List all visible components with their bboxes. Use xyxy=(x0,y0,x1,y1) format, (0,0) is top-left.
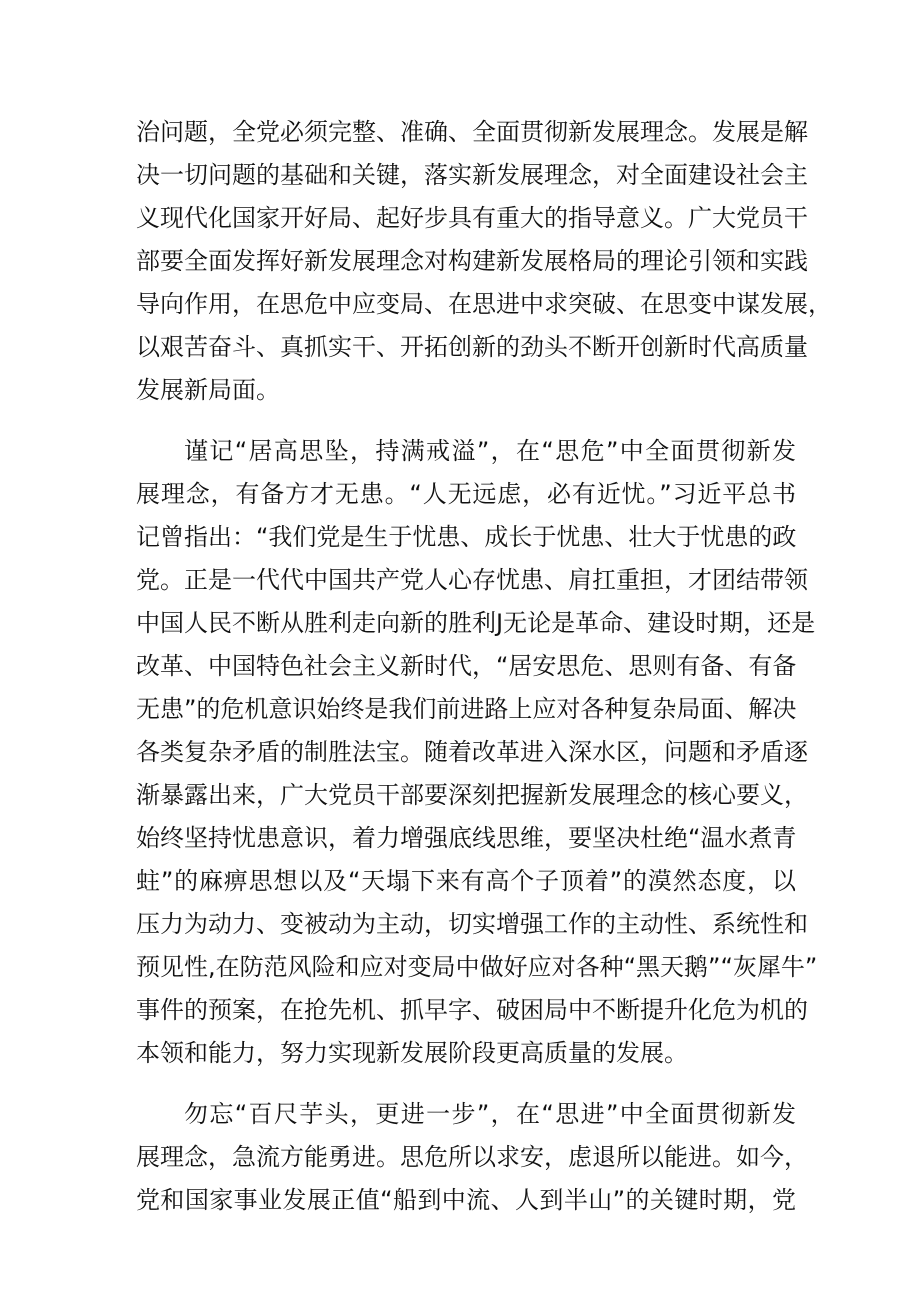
text-line: 勿忘“百尺芋头，更进一步”，在“思进”中全面贯彻新发 xyxy=(184,1100,796,1128)
text-line: 本领和能力，努力实现新发展阶段更高质量的发展。 xyxy=(136,1039,688,1067)
text-line: 渐暴露出来，广大党员干部要深刻把握新发展理念的核心要义， xyxy=(136,781,808,809)
text-line: 各类复杂矛盾的制胜法宝。随着改革进入深水区，问题和矛盾逐 xyxy=(136,738,808,766)
paragraph-3 xyxy=(136,1093,808,1222)
paragraph-2 xyxy=(136,430,818,1075)
document-body xyxy=(136,111,832,1222)
text-line: 治问题，全党必须完整、准确、全面贯彻新发展理念。发展是解 xyxy=(136,118,808,146)
text-line: 部要全面发挥好新发展理念对构建新发展格局的理论引领和实践 xyxy=(136,247,808,275)
text-line: 事件的预案，在抢先机、抓早字、破困局中不断提升化危为机的 xyxy=(136,996,808,1024)
text-line: 以艰苦奋斗、真抓实干、开拓创新的劲头不断开创新时代高质量 xyxy=(136,333,808,361)
text-line: 压力为动力、变被动为主动，切实增强工作的主动性、系统性和 xyxy=(136,910,808,938)
text-line: 蛀”的麻痹思想以及“天塌下来有高个子顶着”的漠然态度，以 xyxy=(136,867,796,895)
paragraph-gap xyxy=(136,1075,796,1093)
text-line: 预见性,在防范风险和应对变局中做好应对各种“黑天鹅”“灰犀牛” xyxy=(136,953,818,981)
text-line: 始终坚持忧患意识，着力增强底线思维，要坚决杜绝“温水煮青 xyxy=(136,824,797,852)
text-line: 展理念，有备方才无患。“人无远虑，必有近忧。”习近平总书 xyxy=(136,480,796,508)
text-line: 记曾指出：“我们党是生于忧患、成长于忧患、壮大于忧患的政 xyxy=(136,523,797,551)
text-line: 党和国家事业发展正值“船到中流、人到半山”的关键时期，党 xyxy=(136,1186,796,1214)
text-line: 改革、中国特色社会主义新时代，“居安思危、思则有备、有备 xyxy=(136,652,797,680)
paragraph-gap xyxy=(136,412,796,430)
text-line: 无患”的危机意识始终是我们前进路上应对各种复杂局面、解决 xyxy=(136,695,797,723)
text-line: 谨记“居高思坠，持满戒溢”，在“思危”中全面贯彻新发 xyxy=(184,437,796,465)
text-line: 发展新局面。 xyxy=(136,376,280,404)
text-line: 党。正是一代代中国共产党人心存忧患、肩扛重担，才团结带领 xyxy=(136,566,808,594)
text-line: 义现代化国家开好局、起好步具有重大的指导意义。广大党员干 xyxy=(136,204,808,232)
text-line: 中国人民不断从胜利走向新的胜利J无论是革命、建设时期，还是 xyxy=(136,609,816,637)
text-line: 导向作用，在思危中应变局、在思进中求突破、在思变中谋发展， xyxy=(136,290,832,318)
text-line: 决一切问题的基础和关键，落实新发展理念，对全面建设社会主 xyxy=(136,161,808,189)
text-line: 展理念，急流方能勇进。思危所以求安，虑退所以能进。如今， xyxy=(136,1143,808,1171)
paragraph-1 xyxy=(136,111,832,412)
